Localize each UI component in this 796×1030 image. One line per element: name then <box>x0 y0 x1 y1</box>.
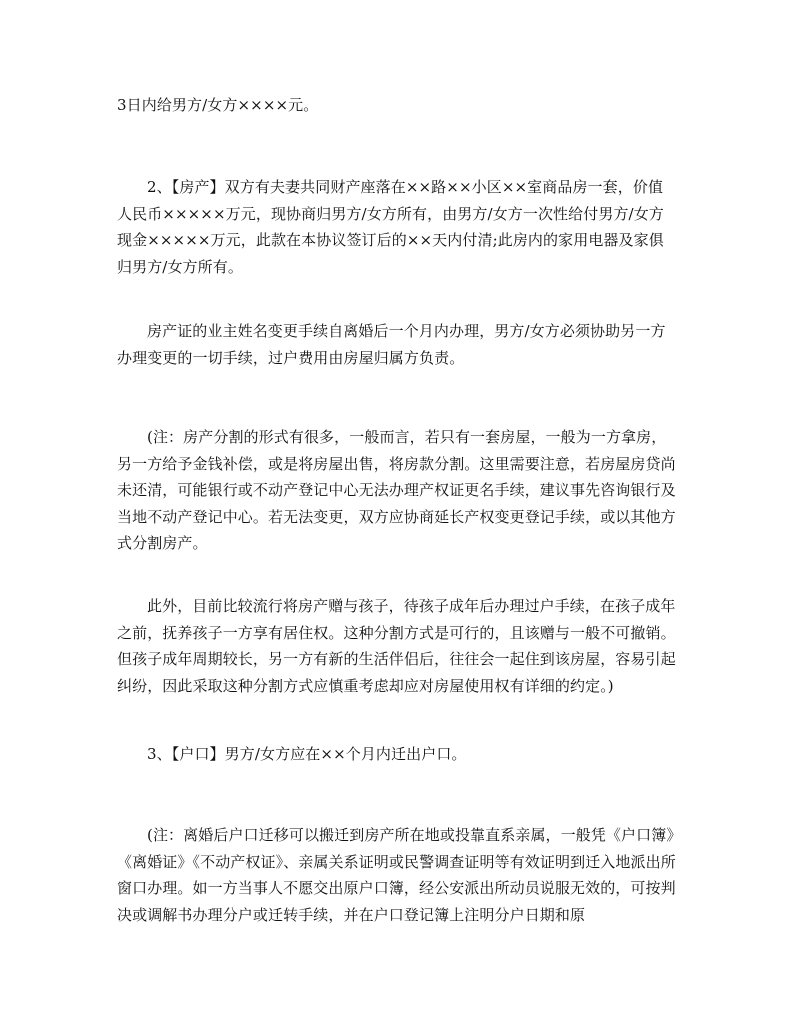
paragraph-household-registration: 3、【户口】男方/女方应在××个月内迁出户口。 <box>147 745 467 763</box>
paragraph-registration-note: (注：离婚后户口迁移可以搬迁到房产所在地或投靠直系亲属，一般凭《户口簿》《离婚证》《不动产权证》、亲属关系证明或民警调查证明等有效证明到迁入地派出所窗口办理。如一方当事人不愿交出原户口簿，经公安派出所动员说服无效的，可按判决或调解书办理分户或迁转手续，并在户口登记簿上注明分户日期和原 <box>117 826 676 924</box>
paragraph-gift-to-child: 此外，目前比较流行将房产赠与孩子，待孩子成年后办理过户手续，在孩子成年之前，抚养孩子一方享有居住权。这种分割方式是可行的，且该赠与一般不可撤销。但孩子成年周期较长，另一方有新的生活伴侣后，往往会一起住到该房屋，容易引起纠纷，因此采取这种分割方式应慎重考虑却应对房屋使用权有详细的约定。) <box>117 597 676 695</box>
paragraph-property-clause: 2、【房产】双方有夫妻共同财产座落在××路××小区××室商品房一套，价值人民币×××××万元，现协商归男方/女方所有，由男方/女方一次性给付男方/女方现金×××××万元，此款在本协议签订后的××天内付清;此房内的家用电器及家俱归男方/女方所有。 <box>117 178 664 276</box>
paragraph-title-transfer: 房产证的业主姓名变更手续自离婚后一个月内办理，男方/女方必须协助另一方办理变更的一切手续，过户费用由房屋归属方负责。 <box>117 322 666 367</box>
paragraph-property-note: (注：房产分割的形式有很多，一般而言，若只有一套房屋，一般为一方拿房，另一方给予金钱补偿，或是将房屋出售，将房款分割。这里需要注意，若房屋房贷尚未还清，可能银行或不动产登记中心无法办理产权证更名手续，建议事先咨询银行及当地不动产登记中心。若无法变更，双方应协商延长产权变更登记手续，或以其他方式分割房产。 <box>117 428 676 552</box>
paragraph-payment-deadline: 3日内给男方/女方××××元。 <box>117 96 319 114</box>
